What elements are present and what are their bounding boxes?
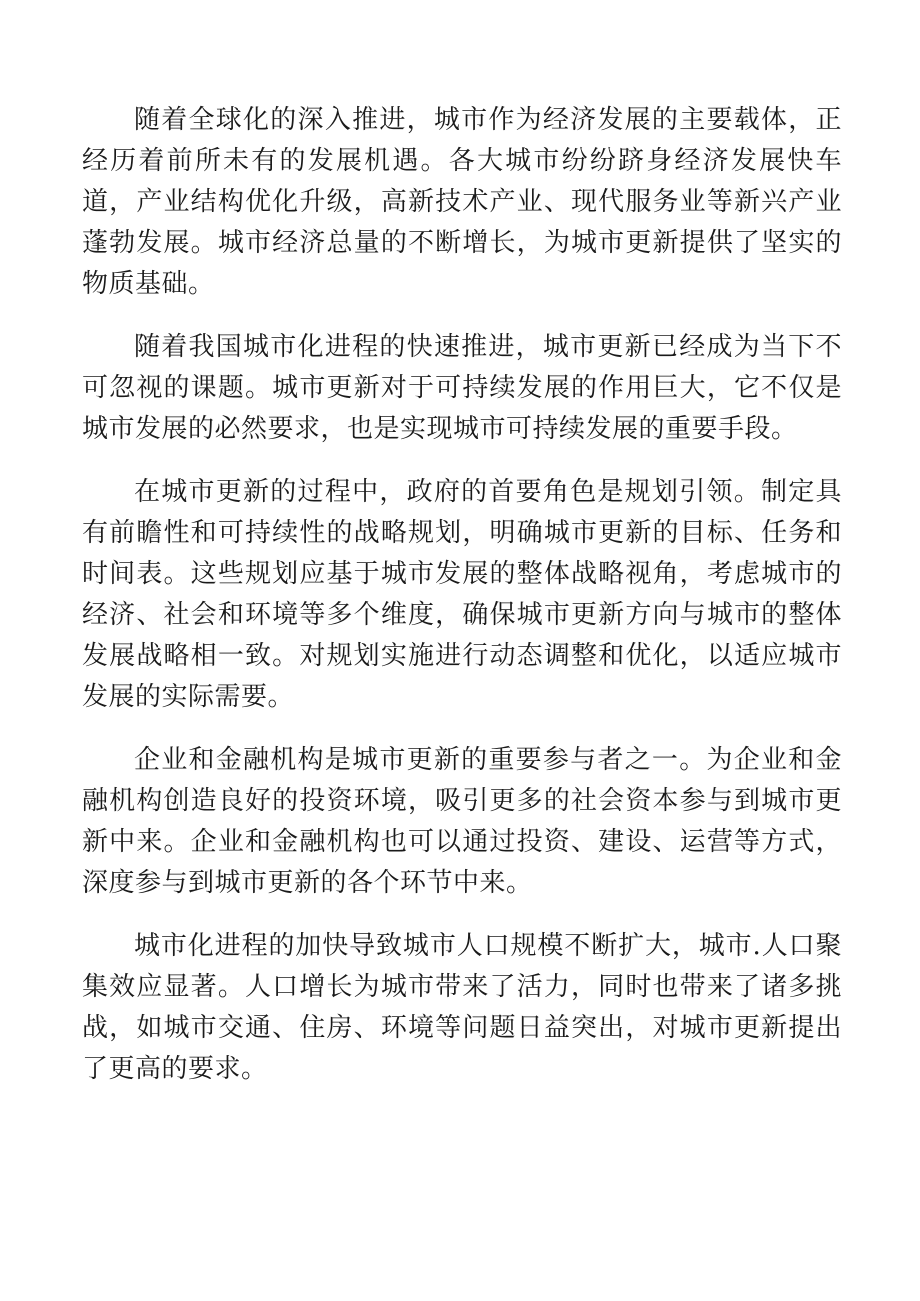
paragraph-2: 随着我国城市化进程的快速推进，城市更新已经成为当下不可忽视的课题。城市更新对于可持续发展的作用巨大，它不仅是城市发展的必然要求，也是实现城市可持续发展的重要手段。 <box>82 332 842 444</box>
paragraph-3: 在城市更新的过程中，政府的首要角色是规划引领。制定具有前瞻性和可持续性的战略规划，明确城市更新的目标、任务和时间表。这些规划应基于城市发展的整体战略视角，考虑城市的经济、社会和环境等多个维度，确保城市更新方向与城市的整体发展战略相一致。对规划实施进行动态调整和优化，以适应城市发展的实际需要。 <box>82 477 842 712</box>
paragraph-5: 城市化进程的加快导致城市人口规模不断扩大，城市.人口聚集效应显著。人口增长为城市带来了活力，同时也带来了诸多挑战，如城市交通、住房、环境等问题日益突出，对城市更新提出了更高的要求。 <box>82 931 842 1084</box>
document-body <box>82 100 842 1112</box>
paragraph-1: 随着全球化的深入推进，城市作为经济发展的主要载体，正经历着前所未有的发展机遇。各大城市纷纷跻身经济发展快车道，产业结构优化升级，高新技术产业、现代服务业等新兴产业蓬勃发展。城市经济总量的不断增长，为城市更新提供了坚实的物质基础。 <box>82 105 842 299</box>
paragraph-4: 企业和金融机构是城市更新的重要参与者之一。为企业和金融机构创造良好的投资环境，吸引更多的社会资本参与到城市更新中来。企业和金融机构也可以通过投资、建设、运营等方式，深度参与到城市更新的各个环节中来。 <box>82 745 842 898</box>
